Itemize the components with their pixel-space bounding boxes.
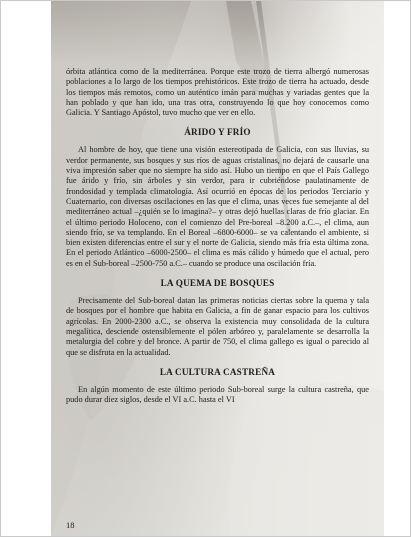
section-paragraph-quema-de-bosques: Precisamente del Sub-boreal datan las primeras noticias ciertas sobre la quema y tala de bosques por el hombre que habita en Galicia, a fin de ganar espacio para los cultivos agrícolas. En 2000-2300 a.C., se observa la existencia muy consolidada de la cultura megalítica, desciende ostensiblemente el pólen arbóreo y, paralelamente se desarrolla la metalurgia del cobre y del bronce. A partir de 750, el clima gallego es igual o parecido al que se disfruta en la actualidad. bbox=[66, 296, 369, 357]
page-number: 18 bbox=[66, 520, 75, 530]
section-heading-cultura-castrena: LA CULTURA CASTREÑA bbox=[159, 366, 276, 377]
intro-paragraph: órbita atlántica como de la mediterránea. Porque este trozo de tierra albergó numerosas poblaciones a lo largo de los tiempos prehistóricos. Este trozo de tierra ha actuado, desde los tiempos más remotos, como un auténtico imán para muchas y variadas gentes que la han poblado y que han ido, una tras otra, construyendo lo que hoy conocemos como Galicia. Y Santiago Apóstol, tuvo mucho que ver en ello. bbox=[66, 67, 369, 118]
section-heading-quema-de-bosques: LA QUEMA DE BOSQUES bbox=[160, 278, 275, 289]
text-column bbox=[66, 67, 369, 405]
section-paragraph-arido-y-frio: Al hombre de hoy, que tiene una visión estereotipada de Galicia, con sus lluvias, su verdor permanente, sus bosques y sus ríos de aguas cristalinas, no dejará de causarle una viva impresión saber que no siempre ha sido así. Hubo un tiempo en que el País Gallego fue árido y frío, sin árboles y sin verdor, para ir cubriéndose paulatinamente de frondosidad y templada climatología. Así ocurrió en épocas de los periodos Terciario y Cuaternario, con diversas oscilaciones en las que el clima, unas veces fue semejante al del mediterráneo actual –¿quién se lo imagina?– y otras dejó huellas claras de frío glaciar. En el último periodo Holoceno, con el comienzo del Pre-boreal –8.200 a.C.–, el clima, aun siendo frío, se va templando. En el Boreal –6800-6000– se va calentando el ambiente, si bien existen diferencias entre el sur y el norte de Galicia, siendo más fría esta última zona. En el periodo Atlántico –6000-2500– el clima es más cálido y húmedo que el actual, pero es en el Sub-boreal –2500-750 a.C.– cuando se produce una oscilación fría. bbox=[66, 145, 369, 268]
book-page bbox=[51, 1, 384, 536]
section-heading-arido-y-frio: ÁRIDO Y FRÍO bbox=[184, 127, 251, 138]
section-paragraph-cultura-castrena: En algún momento de este último periodo Sub-boreal surge la cultura castreña, que pudo durar diez siglos, desde el VI a.C. hasta el VI bbox=[66, 384, 369, 405]
